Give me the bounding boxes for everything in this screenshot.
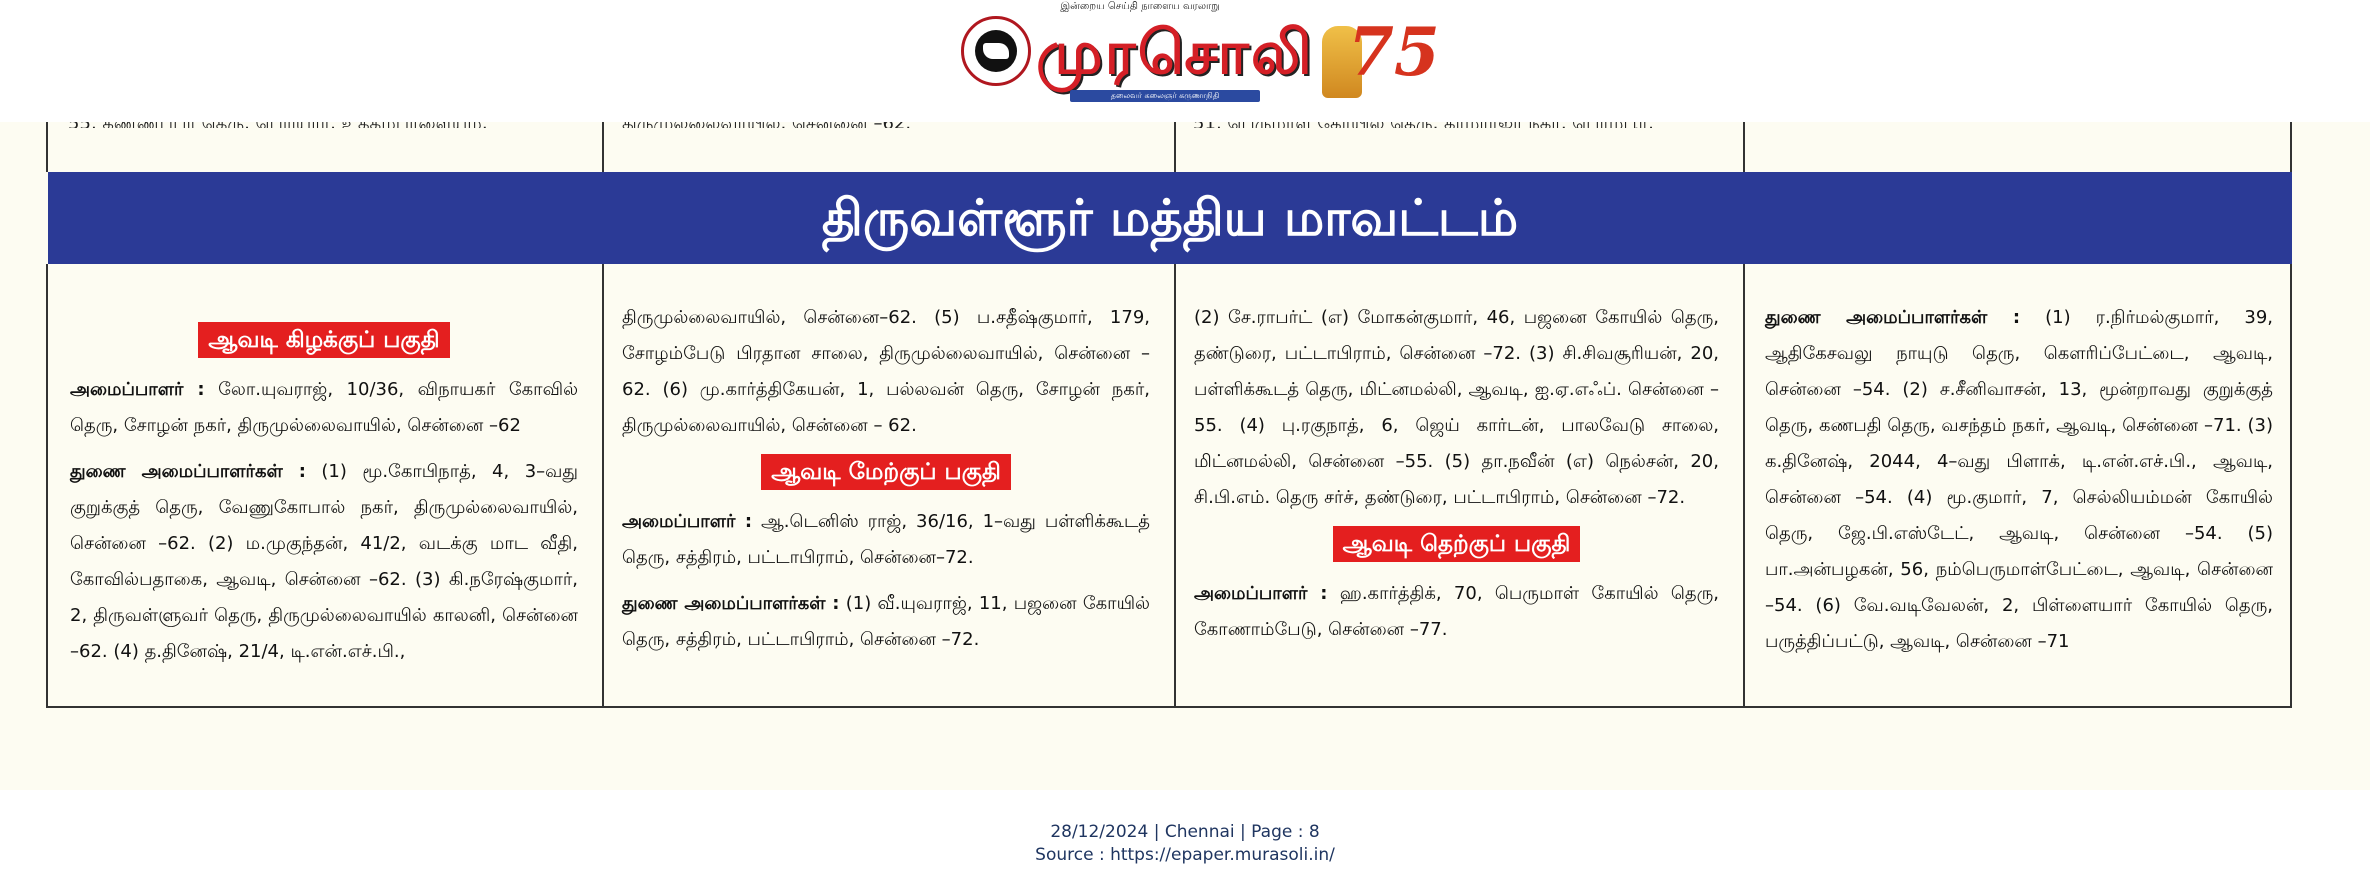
deputy-organizers-label: துணை அமைப்பாளர்கள் : — [1765, 307, 2021, 328]
anniversary-number: 75 — [1348, 13, 1440, 91]
deputy-organizers-text: (1) ர.நிர்மல்குமார், 39, ஆதிகேசவலு நாயுடு தெரு, கௌரிப்பேட்டை, ஆவடி, சென்னை –54. (2) ச.சீனிவாசன், 13, மூன்றாவது குறுக்குத் தெரு, கணபதி தெரு, வசந்தம் நகர், ஆவடி, சென்னை –71. (3) க.தினேஷ், 2044, 4–வது பிளாக், டி.என்.எச்.பி., ஆவடி, சென்னை –54. (4) மூ.குமார், 7, செல்லியம்மன் கோயில் தெரு, ஜே.பி.எஸ்டேட், ஆவடி, சென்னை –54. (5) பா.அன்பழகன், 56, நம்பெருமாள்பேட்டை, ஆவடி, சென்னை –54. (6) வே.வடிவேலன், 2, பிள்ளையார் கோயில் தெரு, பருத்திப்பட்டு, ஆவடி, சென்னை –71 — [1765, 307, 2273, 652]
organizer-paragraph — [70, 372, 578, 444]
district-banner: திருவள்ளூர் மத்திய மாவட்டம் — [48, 172, 2292, 264]
organizer-label: அமைப்பாளர் : — [70, 379, 205, 400]
party-emblem-icon — [961, 16, 1031, 86]
logo-text: முரசொலி — [1036, 18, 1314, 88]
column-3 — [1194, 300, 1719, 658]
masthead — [0, 0, 2370, 122]
continued-paragraph: (2) சே.ராபர்ட் (எ) மோகன்குமார், 46, பஜனை கோயில் தெரு, தண்டுரை, பட்டாபிராம், சென்னை –72. (3) சி.சிவசூரியன், 20, பள்ளிக்கூடத் தெரு, மிட்னமல்லி, ஆவடி, ஐ.ஏ.எஃப். சென்னை –55. (4) பு.ரகுநாத், 6, ஜெய் கார்டன், பாலவேடு சாலை, மிட்னமல்லி, சென்னை –55. (5) தா.நவீன் (எ) நெல்சன், 20, சி.பி.எம். தெரு சர்ச், தண்டுரை, பட்டாபிராம், சென்னை –72. — [1194, 307, 1719, 508]
organizer-text: ஆ.டெனிஸ் ராஜ், 36/16, 1–வது பள்ளிக்கூடத் தெரு, சத்திரம், பட்டாபிராம், சென்னை–72. — [622, 511, 1150, 568]
column-2 — [622, 300, 1150, 668]
deputy-organizers-text: (1) மூ.கோபிநாத், 4, 3–வது குறுக்குத் தெரு, வேணுகோபால் நகர், திருமுல்லைவாயில், சென்னை –62. (2) ம.முகுந்தன், 41/2, வடக்கு மாட வீதி, கோவில்பதாகை, ஆவடி, சென்னை –62. (3) கி.நரேஷ்குமார், 2, திருவள்ளுவர் தெரு, திருமுல்லைவாயில் காலனி, சென்னை –62. (4) த.தினேஷ், 21/4, டி.என்.எச்.பி., — [70, 461, 578, 662]
organizer-text: லோ.யுவராஜ், 10/36, விநாயகர் கோவில் தெரு, சோழன் நகர், திருமுல்லைவாயில், சென்னை –62 — [70, 379, 579, 436]
continued-paragraph: திருமுல்லைவாயில், சென்னை–62. (5) ப.சதீஷ்குமார், 179, சோழம்பேடு பிரதான சாலை, திருமுல்லைவாயில், சென்னை –62. (6) மு.கார்த்திகேயன், 1, பல்லவன் தெரு, சோழன் நகர், திருமுல்லைவாயில், சென்னை – 62. — [622, 307, 1150, 436]
organizer-text: ஹ.கார்த்திக், 70, பெருமாள் கோயில் தெரு, கோணாம்பேடு, சென்னை –77. — [1194, 583, 1719, 640]
deputy-organizers-text: (1) வீ.யுவராஜ், 11, பஜனை கோயில் தெரு, சத்திரம், பட்டாபிராம், சென்னை –72. — [622, 593, 1150, 650]
organizer-label: அமைப்பாளர் : — [622, 511, 753, 532]
deputy-organizers-label: துணை அமைப்பாளர்கள் : — [622, 593, 840, 614]
deputy-organizers-paragraph — [622, 586, 1150, 658]
anniversary-emblem — [1322, 10, 1440, 100]
footer-date-page: 28/12/2024 | Chennai | Page : 8 — [1050, 822, 1320, 842]
column-4 — [1765, 300, 2273, 670]
page-footer — [0, 790, 2370, 895]
deputy-organizers-paragraph — [1765, 300, 2273, 660]
column-1 — [70, 320, 578, 680]
subhead-avadi-east: ஆவடி கிழக்குப் பகுதி — [198, 322, 449, 358]
deputy-organizers-paragraph — [70, 454, 578, 670]
footer-source-link[interactable]: Source : https://epaper.murasoli.in/ — [1035, 845, 1335, 865]
organizer-paragraph — [622, 504, 1150, 576]
newspaper-page — [0, 122, 2370, 790]
organizer-paragraph — [1194, 576, 1719, 648]
deputy-organizers-label: துணை அமைப்பாளர்கள் : — [70, 461, 306, 482]
newspaper-logo — [1030, 12, 1320, 100]
organizer-label: அமைப்பாளர் : — [1194, 583, 1328, 604]
subhead-avadi-south: ஆவடி தெற்குப் பகுதி — [1333, 526, 1581, 562]
logo-subtext: தலைவர் கலைஞர் கருணாநிதி — [1070, 90, 1260, 102]
subhead-avadi-west: ஆவடி மேற்குப் பகுதி — [761, 454, 1011, 490]
masthead-tagline: இன்றைய செய்தி நாளைய வரலாறு — [1060, 1, 1220, 12]
